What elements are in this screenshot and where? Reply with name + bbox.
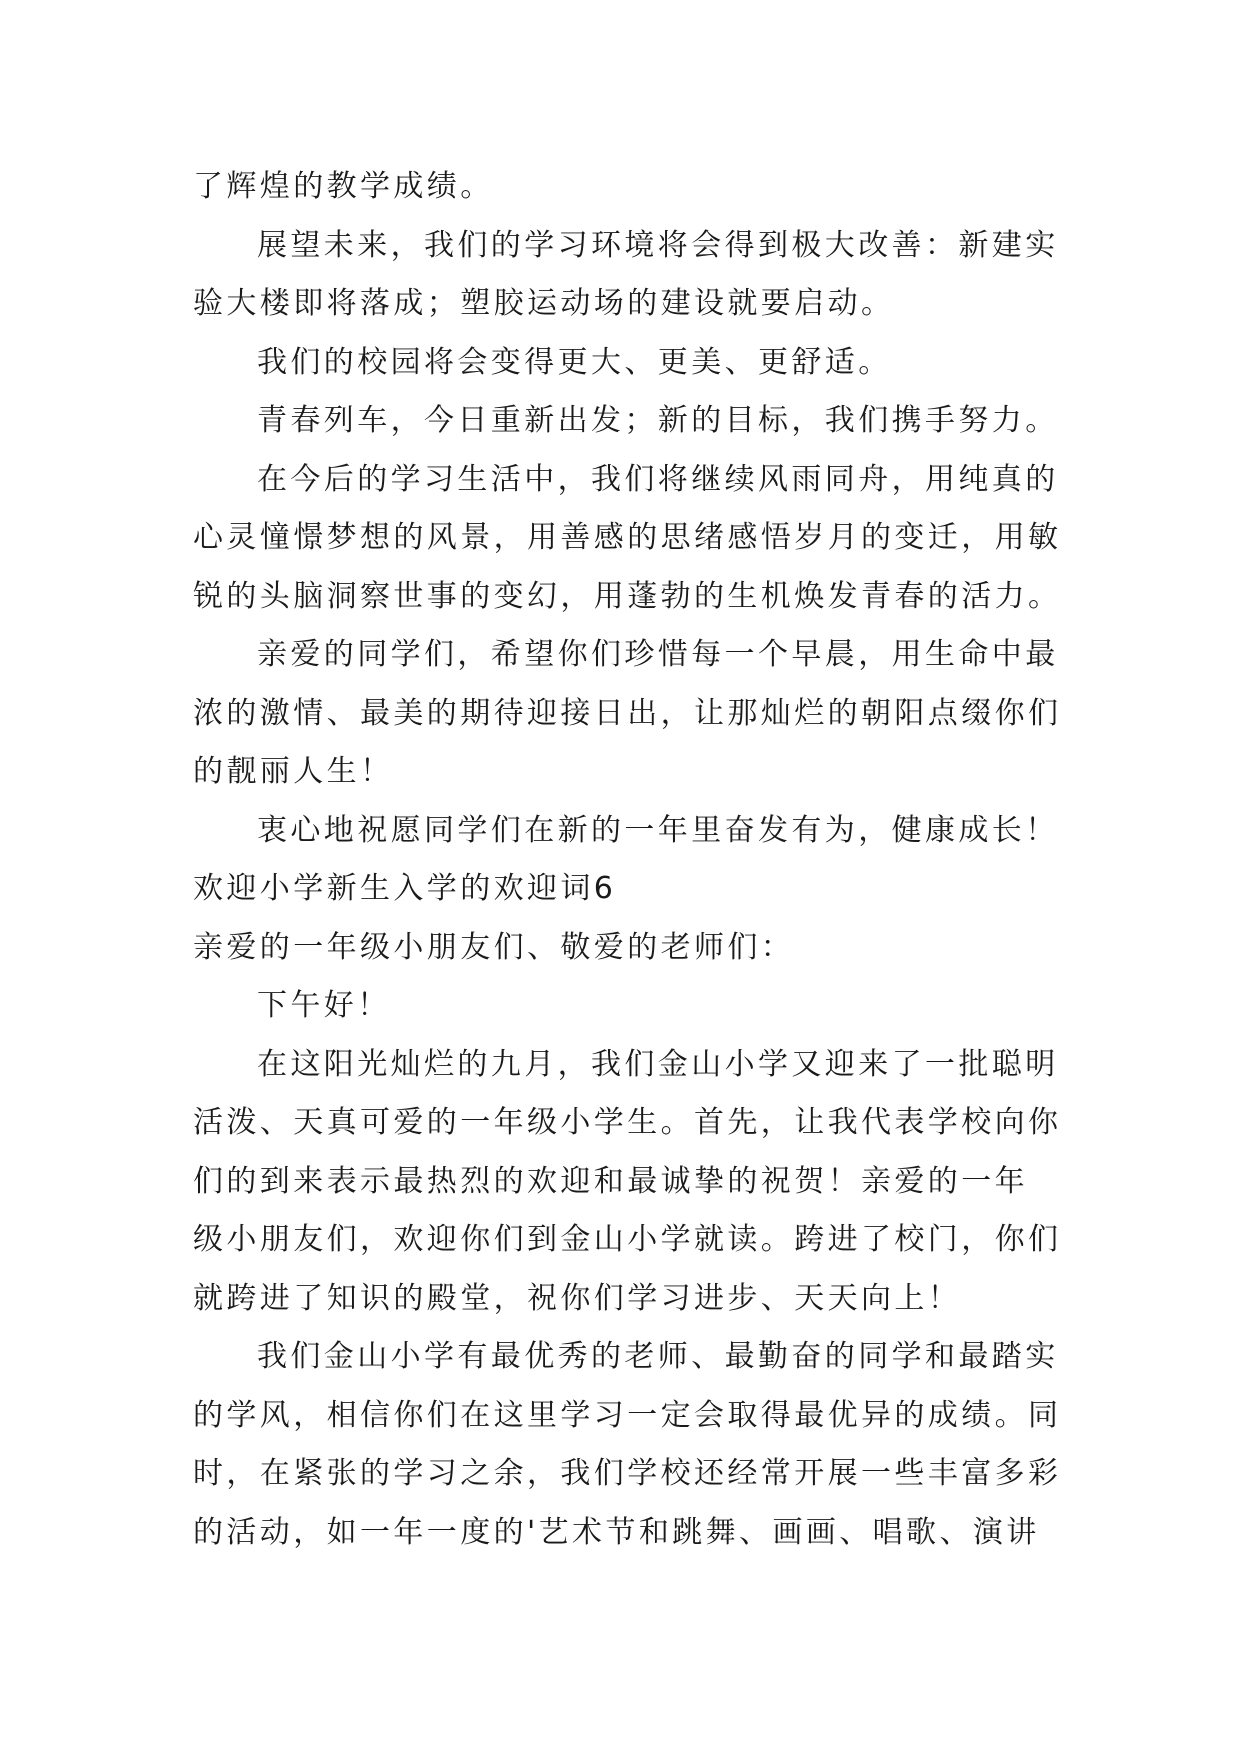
text-line: 的学风，相信你们在这里学习一定会取得最优异的成绩。同 bbox=[193, 1397, 1062, 1433]
text-line: 青春列车，今日重新出发；新的目标，我们携手努力。 bbox=[257, 403, 1059, 438]
text-line: 就跨进了知识的殿堂，祝你们学习进步、天天向上！ bbox=[193, 1280, 962, 1316]
text-line: 衷心地祝愿同学们在新的一年里奋发有为，健康成长！ bbox=[257, 812, 1059, 848]
text-line: 我们金山小学有最优秀的老师、最勤奋的同学和最踏实 bbox=[257, 1339, 1059, 1374]
text-line: 们的到来表示最热烈的欢迎和最诚挚的祝贺！亲爱的一年 bbox=[193, 1163, 1028, 1199]
text-line: 在这阳光灿烂的九月，我们金山小学又迎来了一批聪明 bbox=[257, 1046, 1059, 1082]
text-line: 的靓丽人生！ bbox=[193, 754, 394, 789]
document-body bbox=[193, 158, 1093, 1562]
greeting: 下午好！ bbox=[257, 988, 391, 1023]
text-line: 时，在紧张的学习之余，我们学校还经常开展一些丰富多彩 bbox=[193, 1456, 1062, 1491]
text-line: 亲爱的同学们，希望你们珍惜每一个早晨，用生命中最 bbox=[257, 637, 1059, 672]
text-line: 活泼、天真可爱的一年级小学生。首先，让我代表学校向你 bbox=[193, 1105, 1062, 1140]
text-line: 浓的激情、最美的期待迎接日出，让那灿烂的朝阳点缀你们 bbox=[193, 695, 1062, 731]
text-line: 了辉煌的教学成绩。 bbox=[193, 169, 494, 204]
salutation: 亲爱的一年级小朋友们、敬爱的老师们： bbox=[193, 929, 795, 965]
text-line: 锐的头脑洞察世事的变幻，用蓬勃的生机焕发青春的活力。 bbox=[193, 578, 1062, 614]
text-line: 我们的校园将会变得更大、更美、更舒适。 bbox=[257, 344, 892, 380]
text-line: 的活动，如一年一度的'艺术节和跳舞、画画、唱歌、演讲 bbox=[193, 1514, 1040, 1550]
section-heading: 欢迎小学新生入学的欢迎词6 bbox=[193, 871, 617, 906]
text-line: 在今后的学习生活中，我们将继续风雨同舟，用纯真的 bbox=[257, 461, 1059, 497]
text-line: 心灵憧憬梦想的风景，用善感的思绪感悟岁月的变迁，用敏 bbox=[193, 520, 1062, 555]
text-line: 展望未来，我们的学习环境将会得到极大改善：新建实 bbox=[257, 227, 1059, 263]
text-line: 级小朋友们，欢迎你们到金山小学就读。跨进了校门，你们 bbox=[193, 1222, 1062, 1257]
text-line: 验大楼即将落成；塑胶运动场的建设就要启动。 bbox=[193, 286, 895, 321]
